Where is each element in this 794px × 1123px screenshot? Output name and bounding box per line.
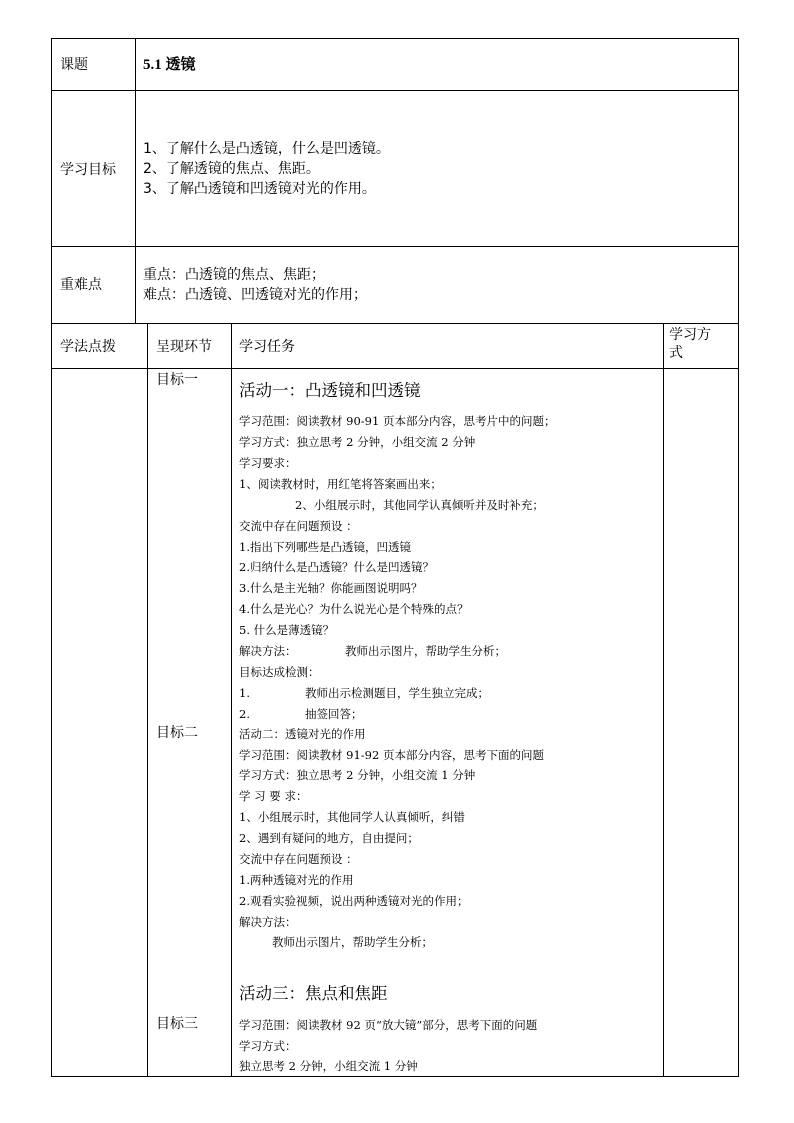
row-divider	[51, 246, 739, 247]
key-point: 重点：凸透镜的焦点、焦距；	[143, 267, 325, 283]
activity-1-line: 4.什么是光心？为什么说光心是个特殊的点？	[239, 602, 469, 616]
activity-1-line: 5. 什么是薄透镜？	[239, 623, 335, 637]
activity-1-line: 学习要求：	[239, 456, 297, 470]
column-divider	[147, 323, 148, 1077]
column-header-mode-cont: 式	[669, 345, 683, 361]
stage-goal-3: 目标三	[156, 1016, 198, 1032]
activity-1-title: 活动一：凸透镜和凹透镜	[239, 381, 421, 400]
activity-1-line: 目标达成检测：	[239, 665, 320, 679]
activity-2-line: 1.两种透镜对光的作用	[239, 873, 354, 887]
row-divider	[51, 323, 739, 324]
activity-1-line: 交流中存在问题预设 ：	[239, 519, 358, 533]
row-divider	[51, 368, 739, 369]
activity-1-line: 教师出示图片，帮助学生分析；	[345, 644, 506, 658]
topic-value: 5.1 透镜	[143, 57, 196, 73]
activity-1-line: 2.	[239, 707, 250, 721]
key-points-label: 重难点	[60, 277, 102, 293]
goal-item: 2、了解透镜的焦点、焦距。	[143, 161, 320, 177]
activity-1-line: 2.归纳什么是凸透镜？什么是凹透镜？	[239, 560, 434, 574]
column-header-method: 学法点拨	[60, 339, 116, 355]
activity-1-line: 1、阅读教材时，用红笔将答案画出来；	[239, 477, 442, 491]
column-header-task: 学习任务	[239, 339, 295, 355]
goals-label: 学习目标	[60, 162, 116, 178]
column-header-mode: 学习方	[669, 327, 711, 343]
activity-2-line: 教师出示图片，帮助学生分析；	[272, 935, 433, 949]
column-divider	[135, 38, 136, 324]
stage-goal-1: 目标一	[156, 372, 198, 388]
activity-1-line: 1.	[239, 686, 250, 700]
column-divider	[663, 323, 664, 1077]
goal-item: 3、了解凸透镜和凹透镜对光的作用。	[143, 181, 376, 197]
activity-2-line: 1、小组展示时，其他同学人认真倾听，纠错	[239, 810, 465, 824]
activity-1-line: 1.指出下列哪些是凸透镜，凹透镜	[239, 540, 411, 554]
activity-2-line: 2、遇到有疑问的地方，自由提问；	[239, 831, 419, 845]
column-divider	[231, 323, 232, 1077]
activity-2-line: 解决方法：	[239, 915, 297, 929]
key-point: 难点：凸透镜、凹透镜对光的作用；	[143, 287, 367, 303]
topic-label: 课题	[60, 57, 88, 73]
row-divider	[51, 90, 739, 91]
activity-1-line: 学习范围：阅读教材 90-91 页本部分内容，思考片中的问题；	[239, 414, 556, 428]
activity-1-line: 学习方式：独立思考 2 分钟，小组交流 2 分钟	[239, 435, 476, 449]
activity-1-line: 3.什么是主光轴？你能画图说明吗？	[239, 581, 423, 595]
activity-1-line: 2、小组展示时，其他同学认真倾听并及时补充；	[295, 498, 544, 512]
stage-goal-2: 目标二	[156, 725, 198, 741]
column-header-stage: 呈现环节	[156, 339, 212, 355]
activity-1-line: 抽签回答；	[305, 707, 363, 721]
goal-item: 1、了解什么是凸透镜，什么是凹透镜。	[143, 141, 390, 157]
activity-2-title: 活动二：透镜对光的作用	[239, 727, 366, 741]
activity-3-line: 独立思考 2 分钟，小组交流 1 分钟	[239, 1059, 418, 1073]
activity-2-line: 学习范围：阅读教材 91-92 页本部分内容，思考下面的问题	[239, 748, 544, 762]
activity-1-line: 解决方法：	[239, 644, 297, 658]
activity-3-title: 活动三：焦点和焦距	[239, 984, 388, 1003]
activity-2-line: 学习方式：独立思考 2 分钟，小组交流 1 分钟	[239, 768, 476, 782]
activity-2-line: 学 习 要 求：	[239, 789, 308, 803]
activity-2-line: 2.观看实验视频，说出两种透镜对光的作用；	[239, 894, 469, 908]
activity-3-line: 学习方式：	[239, 1039, 297, 1053]
activity-2-line: 交流中存在问题预设 ：	[239, 852, 358, 866]
activity-1-line: 教师出示检测题目，学生独立完成；	[305, 686, 489, 700]
activity-3-line: 学习范围：阅读教材 92 页“放大镜”部分，思考下面的问题	[239, 1018, 538, 1032]
